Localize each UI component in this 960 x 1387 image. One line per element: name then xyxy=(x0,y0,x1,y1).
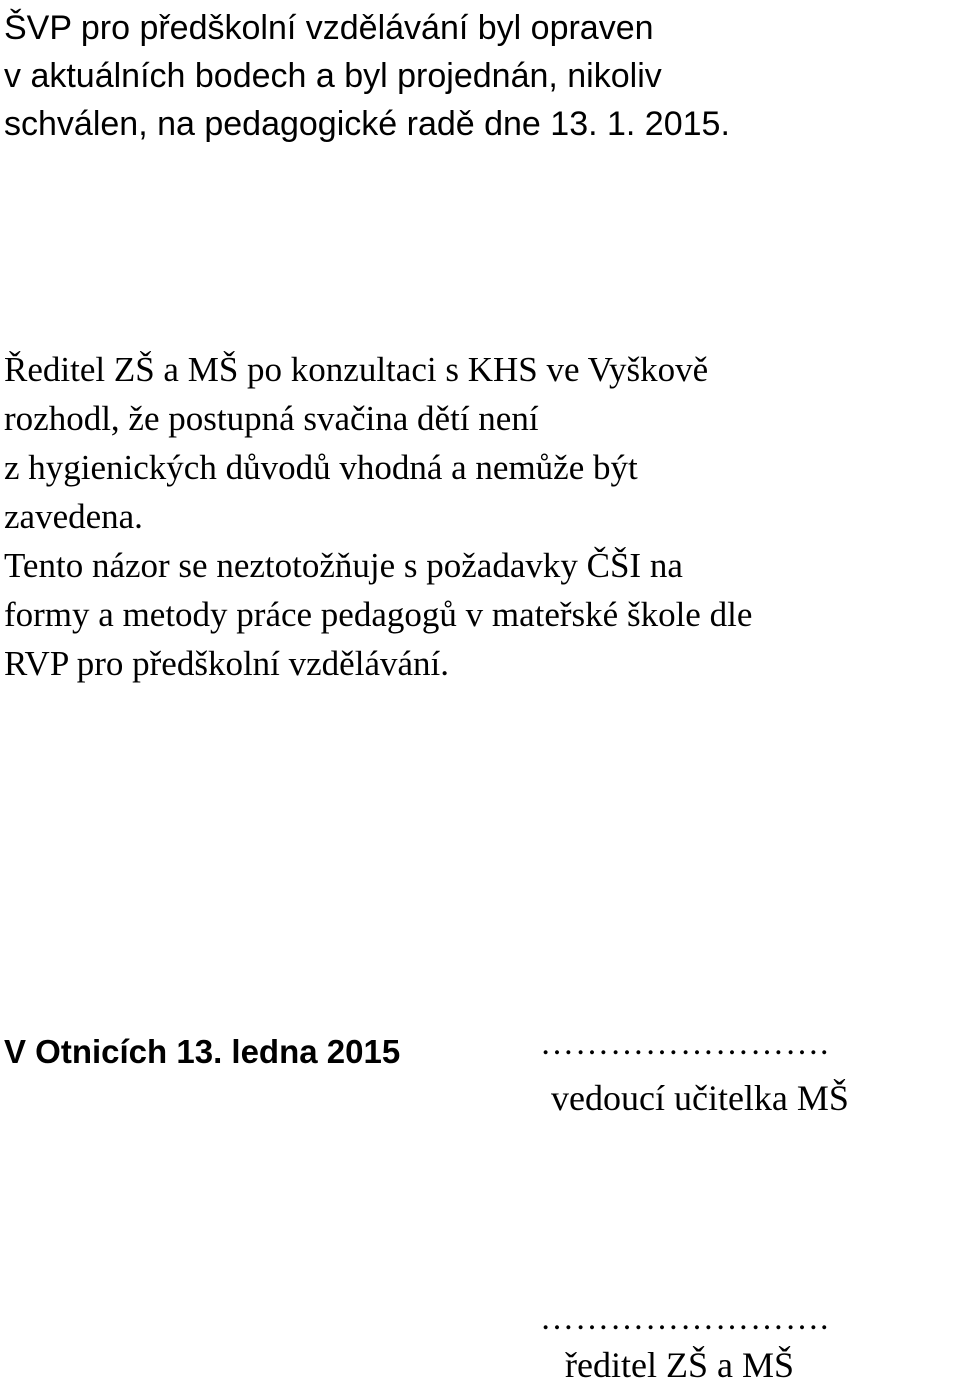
statement-line-4: zavedena. xyxy=(4,497,143,536)
statement-line-3: z hygienických důvodů vhodná a nemůže být xyxy=(4,448,638,487)
statement-line-7: RVP pro předškolní vzdělávání. xyxy=(4,644,449,683)
teacher-role-label: vedoucí učitelka MŠ xyxy=(551,1078,849,1118)
intro-line-1: ŠVP pro předškolní vzdělávání byl opraven xyxy=(4,9,654,47)
intro-line-2: v aktuálních bodech a byl projednán, nikoliv xyxy=(4,57,662,95)
statement-line-2: rozhodl, že postupná svačina dětí není xyxy=(4,399,539,438)
statement-line-1: Ředitel ZŠ a MŠ po konzultaci s KHS ve Vyškově xyxy=(4,350,709,389)
place-and-date: V Otnicích 13. ledna 2015 xyxy=(4,1033,401,1070)
statement-line-6: formy a metody práce pedagogů v mateřské škole dle xyxy=(4,595,753,634)
statement-line-5: Tento názor se neztotožňuje s požadavky ČŠI na xyxy=(4,546,683,585)
intro-line-3: schválen, na pedagogické radě dne 13. 1. 2015. xyxy=(4,105,730,143)
director-role-label: ředitel ZŠ a MŠ xyxy=(565,1345,794,1385)
director-signature-line: ……………………. xyxy=(540,1300,830,1337)
teacher-signature-line: ……………………. xyxy=(540,1025,830,1062)
